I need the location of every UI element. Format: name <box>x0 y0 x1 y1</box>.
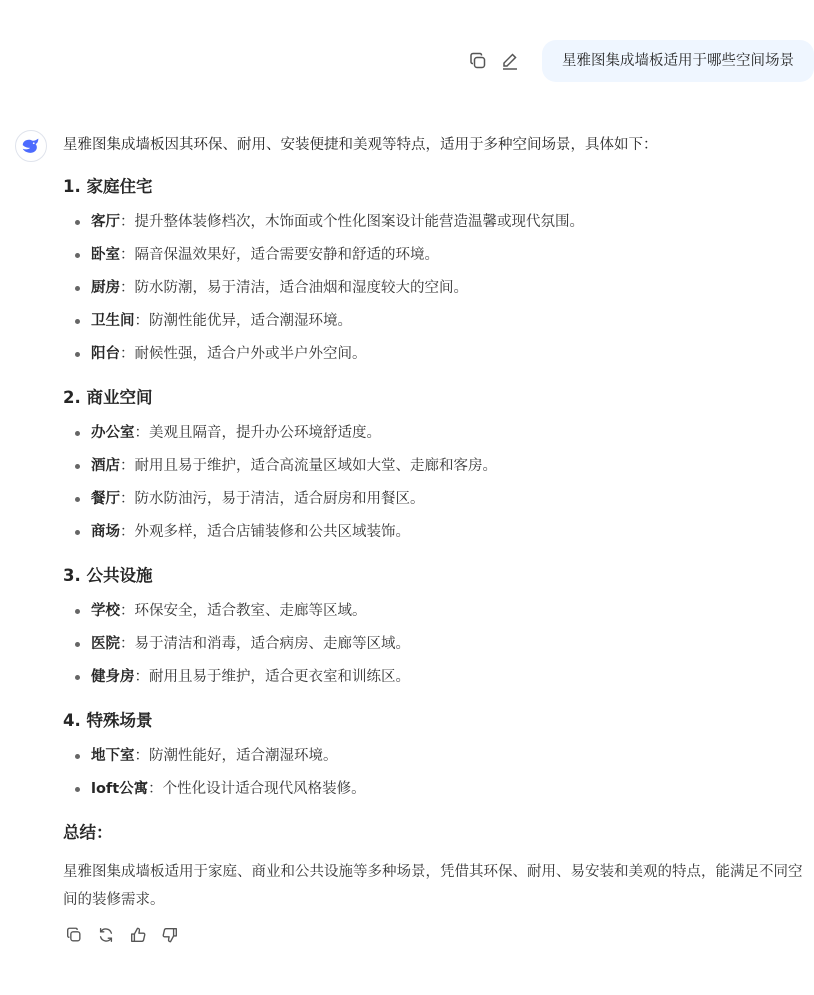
summary-title: 总结： <box>63 823 113 842</box>
list-item: 商场：外观多样，适合店铺装修和公共区域装饰。 <box>73 516 814 549</box>
section-heading: 4. 特殊场景 <box>63 711 153 730</box>
assistant-message <box>15 130 814 946</box>
section-heading: 3. 公共设施 <box>63 566 153 585</box>
assistant-content <box>63 130 814 946</box>
list-item: 医院：易于清洁和消毒，适合病房、走廊等区域。 <box>73 628 814 661</box>
user-message-bubble: 星雅图集成墙板适用于哪些空间场景 <box>542 40 814 82</box>
summary-text: 星雅图集成墙板适用于家庭、商业和公共设施等多种场景，凭借其环保、耐用、易安装和美观的特点，能满足不同空间的装修需求。 <box>63 864 803 908</box>
edit-icon[interactable] <box>498 49 522 73</box>
user-message-row <box>466 40 814 82</box>
intro-text: 星雅图集成墙板因其环保、耐用、安装便捷和美观等特点，适用于多种空间场景，具体如下： <box>63 137 658 153</box>
regenerate-icon[interactable] <box>95 924 117 946</box>
section-list <box>73 206 814 371</box>
section-list <box>73 595 814 694</box>
whale-logo-icon <box>15 130 47 162</box>
list-item: 卧室：隔音保温效果好，适合需要安静和舒适的环境。 <box>73 239 814 272</box>
copy-icon[interactable] <box>63 924 85 946</box>
list-item: 卫生间：防潮性能优异，适合潮湿环境。 <box>73 305 814 338</box>
list-item: 办公室：美观且隔音，提升办公环境舒适度。 <box>73 417 814 450</box>
section-heading: 2. 商业空间 <box>63 388 153 407</box>
list-item: 健身房：耐用且易于维护，适合更衣室和训练区。 <box>73 661 814 694</box>
list-item: 地下室：防潮性能好，适合潮湿环境。 <box>73 740 814 773</box>
section-list <box>73 740 814 806</box>
message-actions <box>63 924 814 946</box>
list-item: 客厅：提升整体装修档次，木饰面或个性化图案设计能营造温馨或现代氛围。 <box>73 206 814 239</box>
list-item: 厨房：防水防潮，易于清洁，适合油烟和湿度较大的空间。 <box>73 272 814 305</box>
list-item: 餐厅：防水防油污，易于清洁，适合厨房和用餐区。 <box>73 483 814 516</box>
list-item: loft公寓：个性化设计适合现代风格装修。 <box>73 773 814 806</box>
copy-icon[interactable] <box>466 49 490 73</box>
section-list <box>73 417 814 549</box>
thumbs-down-icon[interactable] <box>159 924 181 946</box>
thumbs-up-icon[interactable] <box>127 924 149 946</box>
list-item: 阳台：耐候性强，适合户外或半户外空间。 <box>73 338 814 371</box>
list-item: 学校：环保安全，适合教室、走廊等区域。 <box>73 595 814 628</box>
section-heading: 1. 家庭住宅 <box>63 177 153 196</box>
list-item: 酒店：耐用且易于维护，适合高流量区域如大堂、走廊和客房。 <box>73 450 814 483</box>
